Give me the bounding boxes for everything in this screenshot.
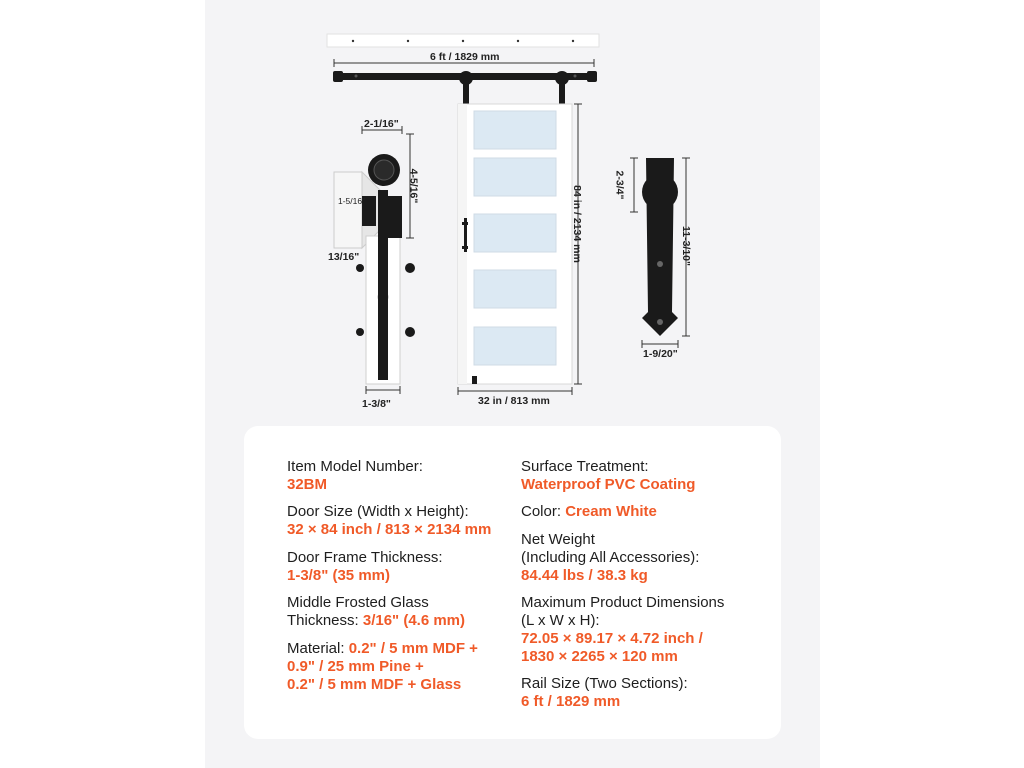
spec-maxdim-value2: 1830 × 2265 × 120 mm	[521, 648, 678, 665]
spec-frame-value: 1-3/8" (35 mm)	[287, 567, 390, 584]
door-height-label: 84 in / 2134 mm	[570, 185, 583, 263]
strap-length-label: 11-3/10"	[680, 225, 693, 267]
spec-frame-label: Door Frame Thickness:	[287, 549, 443, 566]
door-gap-label: 13/16"	[328, 251, 360, 263]
spec-weight-label2: (Including All Accessories):	[521, 549, 700, 566]
spec-weight-label1: Net Weight	[521, 531, 595, 548]
spec-glass-label2: Thickness:	[287, 612, 363, 629]
spec-surface	[521, 458, 695, 494]
spec-model	[287, 458, 423, 494]
spec-color-value: Cream White	[565, 503, 657, 520]
spec-model-label: Item Model Number:	[287, 458, 423, 475]
spec-glass-value: 3/16" (4.6 mm)	[362, 612, 466, 629]
spec-frame	[287, 549, 443, 585]
wheel-offset-label: 1-5/16"	[338, 196, 366, 206]
spec-maxdim-value1: 72.05 × 89.17 × 4.72 inch /	[521, 630, 703, 647]
spec-material	[287, 640, 478, 694]
spec-size-label: Door Size (Width x Height):	[287, 503, 469, 520]
spec-surface-value: Waterproof PVC Coating	[521, 476, 696, 493]
rail-length-label: 6 ft / 1829 mm	[430, 51, 500, 63]
spec-door-size	[287, 503, 491, 539]
hanger-strap	[642, 158, 678, 336]
spec-maxdim-label1: Maximum Product Dimensions	[521, 594, 725, 611]
spec-maxdim-label2: (L x W x H):	[521, 612, 600, 629]
spec-rail-size	[521, 675, 688, 711]
spec-weight-value: 84.44 lbs / 38.3 kg	[521, 567, 648, 584]
strap-top-label: 2-3/4"	[613, 170, 626, 200]
hanger-height-label: 4-5/16"	[407, 168, 420, 204]
spec-material-value2: 0.9" / 25 mm Pine +	[287, 658, 424, 675]
spec-model-value: 32BM	[287, 476, 328, 493]
door-width-label: 32 in / 813 mm	[478, 395, 550, 407]
spec-glass-label1: Middle Frosted Glass	[287, 594, 429, 611]
spec-surface-label: Surface Treatment:	[521, 458, 649, 475]
spec-color	[521, 503, 657, 521]
door-thickness-label: 1-3/8"	[362, 398, 391, 410]
spec-size-value: 32 × 84 inch / 813 × 2134 mm	[287, 521, 492, 538]
spec-weight	[521, 531, 699, 585]
strap-width-label: 1-9/20"	[643, 348, 678, 360]
bracket-width-label: 2-1/16"	[364, 118, 399, 130]
spec-glass	[287, 594, 465, 630]
spec-material-value1: 0.2" / 5 mm MDF +	[348, 640, 478, 657]
spec-material-label: Material:	[287, 640, 349, 657]
spec-rail-value: 6 ft / 1829 mm	[521, 693, 621, 710]
spec-color-label: Color:	[521, 503, 566, 520]
spec-max-dimensions	[521, 594, 724, 666]
door-front	[458, 104, 572, 384]
spec-material-value3: 0.2" / 5 mm MDF + Glass	[287, 676, 462, 693]
side-view-hardware	[334, 154, 415, 384]
spec-rail-label: Rail Size (Two Sections):	[521, 675, 688, 692]
